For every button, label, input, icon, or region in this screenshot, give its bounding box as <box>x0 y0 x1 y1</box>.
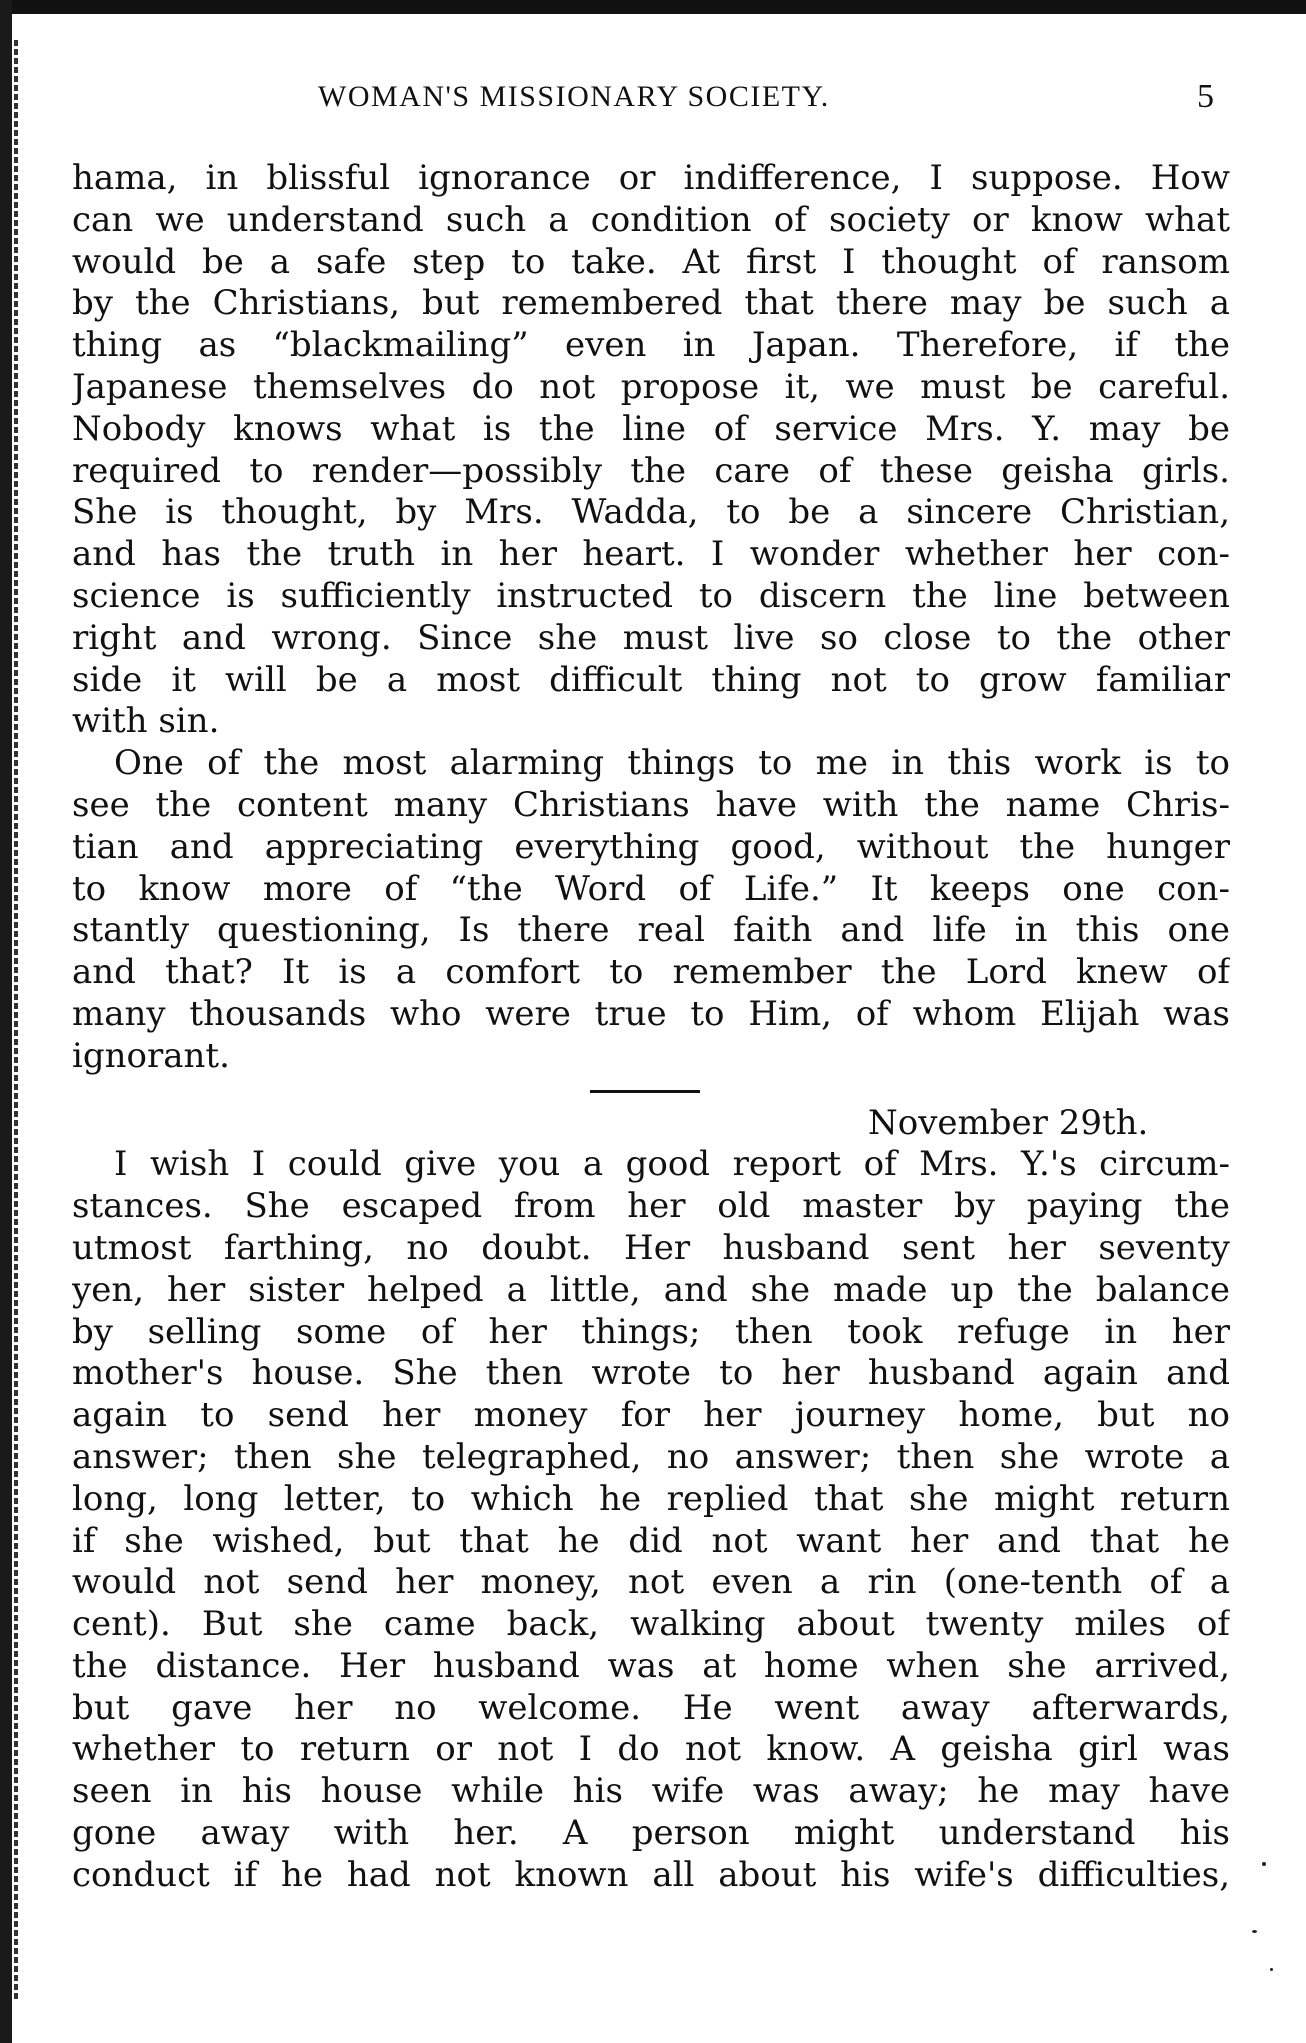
text-line: hama, in blissful ignorance or indifference, I suppose. How <box>72 158 1230 198</box>
section-divider <box>590 1090 700 1093</box>
text-line: long, long letter, to which he replied that she might return <box>72 1478 1230 1519</box>
text-line: science is sufficiently instructed to discern the line between <box>72 575 1230 616</box>
text-line: gone away with her. A person might understand his <box>72 1813 1230 1854</box>
text-line: ignorant. <box>72 1035 230 1076</box>
text-line: required to render—possibly the care of these geisha girls. <box>72 450 1230 491</box>
text-line: the distance. Her husband was at home when she arrived, <box>72 1645 1230 1686</box>
dateline: November 29th. <box>868 1102 1149 1143</box>
paragraph-3 <box>72 1144 1230 1896</box>
top-page-edge <box>0 0 1306 14</box>
text-line: if she wished, but that he did not want her and that he <box>72 1520 1230 1561</box>
text-line: stances. She escaped from her old master by paying the <box>72 1186 1230 1227</box>
text-line: She is thought, by Mrs. Wadda, to be a sincere Christian, <box>72 492 1230 533</box>
left-binding-pattern <box>14 40 18 2000</box>
text-line: tian and appreciating everything good, without the hunger <box>72 826 1230 867</box>
text-line: Japanese themselves do not propose it, we must be careful. <box>72 366 1230 407</box>
text-line: to know more of “the Word of Life.” It keeps one con- <box>72 868 1230 909</box>
text-line: with sin. <box>72 701 220 742</box>
text-line: cent). But she came back, walking about twenty miles of <box>72 1604 1230 1645</box>
text-line: see the content many Christians have with the name Chris- <box>72 784 1230 825</box>
page-number: 5 <box>1197 78 1214 115</box>
scan-speck <box>1262 1862 1266 1866</box>
text-line: seen in his house while his wife was away; he may have <box>72 1771 1230 1812</box>
paragraph-1 <box>72 158 1230 743</box>
text-line: again to send her money for her journey home, but no <box>72 1395 1230 1436</box>
left-binding-edge <box>0 0 12 2043</box>
text-line: conduct if he had not known all about his wife's difficulties, <box>72 1854 1230 1895</box>
body-text <box>72 158 1230 1897</box>
paragraph-2 <box>72 743 1230 1077</box>
text-line: by the Christians, but remembered that there may be such a <box>72 283 1230 324</box>
scan-speck <box>1252 1930 1257 1933</box>
text-line: by selling some of her things; then took refuge in her <box>72 1311 1230 1352</box>
text-line: I wish I could give you a good report of Mrs. Y.'s circum- <box>114 1144 1230 1185</box>
text-line: can we understand such a condition of society or know what <box>72 199 1230 240</box>
scan-speck <box>1270 1968 1273 1971</box>
text-line: yen, her sister helped a little, and she made up the balance <box>72 1269 1230 1310</box>
text-line: mother's house. She then wrote to her husband again and <box>72 1353 1230 1394</box>
text-line: Nobody knows what is the line of service Mrs. Y. may be <box>72 408 1230 449</box>
text-line: would be a safe step to take. At first I thought of ransom <box>72 241 1230 282</box>
page-header <box>0 80 1306 120</box>
text-line: many thousands who were true to Him, of whom Elijah was <box>72 993 1230 1034</box>
text-line: but gave her no welcome. He went away afterwards, <box>72 1687 1230 1728</box>
text-line: whether to return or not I do not know. A geisha girl was <box>72 1729 1230 1770</box>
text-line: would not send her money, not even a rin (one-tenth of a <box>72 1562 1230 1603</box>
text-line: stantly questioning, Is there real faith and life in this one <box>72 910 1230 951</box>
text-line: utmost farthing, no doubt. Her husband sent her seventy <box>72 1227 1230 1268</box>
text-line: side it will be a most difficult thing not to grow familiar <box>72 659 1230 700</box>
text-line: thing as “blackmailing” even in Japan. Therefore, if the <box>72 325 1230 366</box>
text-line: One of the most alarming things to me in this work is to <box>114 743 1230 784</box>
text-line: answer; then she telegraphed, no answer; then she wrote a <box>72 1436 1230 1477</box>
text-line: and has the truth in her heart. I wonder whether her con- <box>72 534 1230 575</box>
text-line: right and wrong. Since she must live so close to the other <box>72 617 1230 658</box>
running-title: WOMAN'S MISSIONARY SOCIETY. <box>318 80 830 113</box>
text-line: and that? It is a comfort to remember the Lord knew of <box>72 952 1230 993</box>
